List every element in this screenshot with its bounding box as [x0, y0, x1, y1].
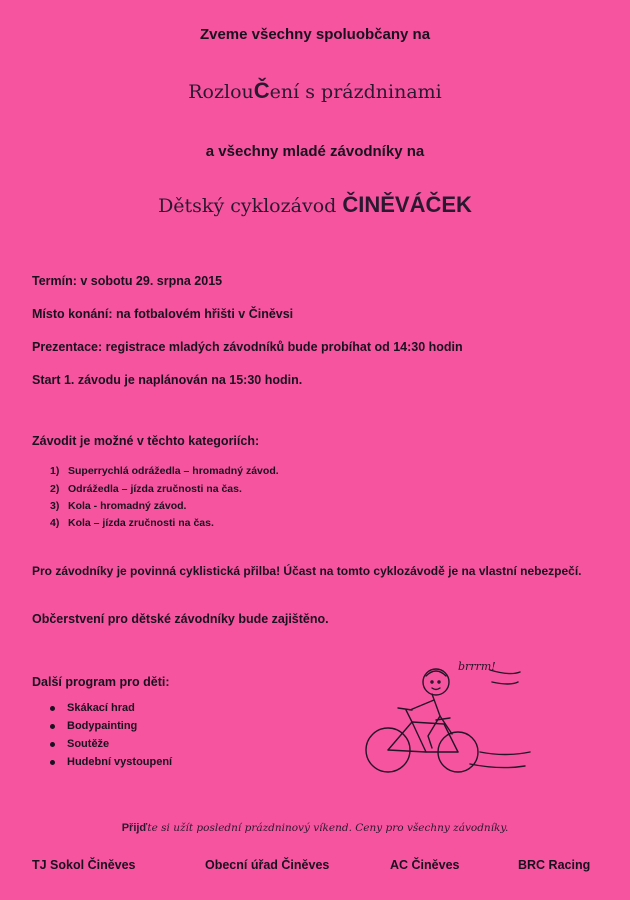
event-place: Místo konání: na fotbalovém hřišti v Činěvsi: [32, 307, 294, 321]
event-title-farewell: RozlouČení s prázdninami: [188, 78, 442, 103]
organizer-brc-racing: BRC Racing: [518, 858, 591, 872]
organizer-ac-cineves: AC Činěves: [390, 858, 460, 872]
event-registration: Prezentace: registrace mladých závodníků bude probíhat od 14:30 hodin: [32, 340, 463, 354]
invite-line-2: a všechny mladé závodníky na: [205, 143, 425, 160]
closing-invitation: Přijďte si užít poslední prázdninový víkend. Ceny pro všechny závodníky.: [121, 822, 509, 834]
categories-heading: Závodit je možné v těchto kategoriích:: [32, 434, 260, 448]
category-item: 4) Kola – jízda zručnosti na čas.: [50, 517, 214, 529]
program-heading: Další program pro děti:: [32, 675, 170, 689]
category-item: 3) Kola - hromadný závod.: [50, 500, 187, 512]
brrrm-caption: brrrm!: [458, 660, 496, 673]
program-item: Skákací hrad: [50, 702, 135, 714]
helmet-notice: Pro závodníky je povinná cyklistická přilba! Účast na tomto cyklozávodě je na vlastní nebezpečí.: [32, 564, 582, 578]
organizer-obecni-urad: Obecní úřad Činěves: [205, 858, 330, 872]
bullet-icon: [50, 706, 55, 711]
bullet-icon: [50, 760, 55, 765]
event-start: Start 1. závodu je naplánován na 15:30 hodin.: [32, 373, 303, 387]
event-title-race: Dětský cyklozávod ČINĚVÁČEK: [158, 192, 472, 217]
category-item: 1) Superrychlá odrážedla – hromadný závod.: [50, 465, 279, 477]
program-item: Soutěže: [50, 738, 109, 750]
event-date: Termín: v sobotu 29. srpna 2015: [32, 274, 223, 288]
invite-line: Zveme všechny spoluobčany na: [199, 26, 431, 43]
child-cyclist-illustration: [340, 652, 540, 782]
bullet-icon: [50, 742, 55, 747]
bullet-icon: [50, 724, 55, 729]
category-item: 2) Odrážedla – jízda zručnosti na čas.: [50, 483, 242, 495]
program-item: Hudební vystoupení: [50, 756, 172, 768]
refreshments-notice: Občerstvení pro dětské závodníky bude zajištěno.: [32, 612, 329, 626]
organizer-tj-sokol: TJ Sokol Činěves: [32, 858, 136, 872]
program-item: Bodypainting: [50, 720, 137, 732]
